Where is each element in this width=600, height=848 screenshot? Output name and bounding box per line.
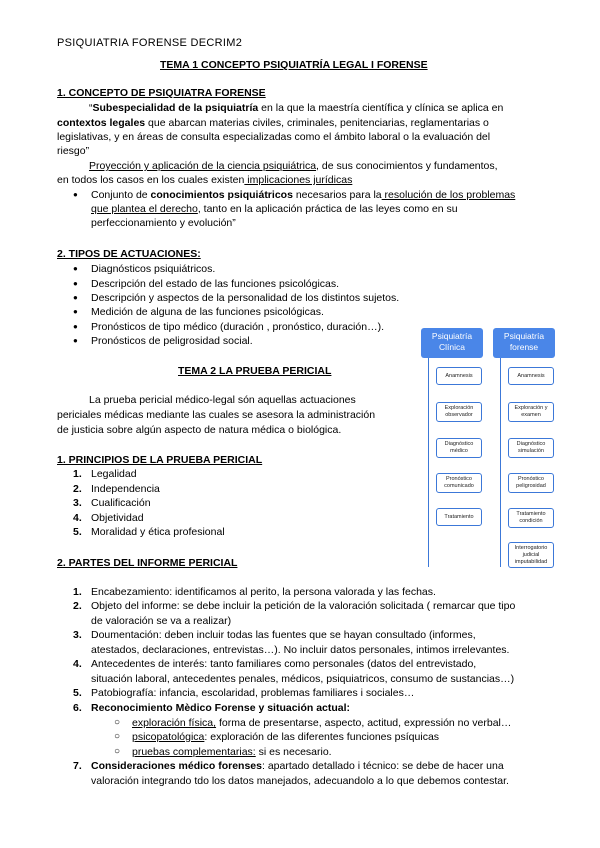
document-header: PSIQUIATRIA FORENSE DECRIM2 bbox=[57, 37, 243, 49]
principio-item: 3. Cualificación bbox=[73, 497, 151, 509]
principio-item: 4. Objetividad bbox=[73, 512, 144, 524]
partes-item: 7. Consideraciones médico forenses: apartado detallado i técnico: se debe de hacer una valoración integrando tdo los datos manejados, adecuandolo a lo que debemos contestar. bbox=[73, 760, 509, 787]
forense-step: Pronóstico peligrosidad bbox=[508, 473, 554, 493]
partes-item: 1. Encabezamiento: identificamos al perito, la persona valorada y las fechas. bbox=[73, 586, 436, 598]
tema2-para-line: periciales médicas mediante las cuales se asesora la administración bbox=[57, 409, 376, 421]
principio-item: 1. Legalidad bbox=[73, 468, 137, 480]
tema2-para-line: de justicia sobre algún aspecto de natura médica o biológica. bbox=[57, 424, 342, 436]
col-clinica-header: Psiquiatría Clínica bbox=[421, 328, 483, 358]
proyeccion-line-2: en todos los casos en los cuales existen implicaciones jurídicas bbox=[57, 174, 353, 186]
partes-item: 6. Reconocimiento Mèdico Forense y situación actual: bbox=[73, 702, 351, 714]
reconocimiento-subitem: ○ exploración física, forma de presentarse, aspecto, actitud, expressión no verbal… bbox=[114, 716, 511, 731]
section-concepto-heading: 1. CONCEPTO DE PSIQUIATRA FORENSE bbox=[57, 87, 266, 99]
connector-line bbox=[500, 358, 509, 567]
partes-item: 5. Patobiografía: infancia, escolaridad, problemas familiares i sociales… bbox=[73, 687, 415, 699]
clinica-step: Pronóstico comunicado bbox=[436, 473, 482, 493]
comparison-diagram bbox=[418, 326, 558, 572]
concepto-line-1: “Subespecialidad de la psiquiatría en la que la maestría científica y clínica se aplica en bbox=[89, 102, 504, 114]
connector-line bbox=[428, 358, 437, 567]
partes-item: 3. Doumentación: deben incluir todas las fuentes que se hayan consultado (informes, atestados, declaraciones, entrevistas…). No incluir datos personales, intimos irrelevantes. bbox=[73, 629, 510, 656]
tema2-title: TEMA 2 LA PRUEBA PERICIAL bbox=[178, 365, 332, 377]
section-partes-heading: 2. PARTES DEL INFORME PERICIAL bbox=[57, 557, 238, 569]
forense-step: Diagnóstico simulación bbox=[508, 438, 554, 458]
forense-step: Anamnesis bbox=[508, 367, 554, 385]
forense-step: Tratamiento condición bbox=[508, 508, 554, 528]
clinica-step: Exploración observador bbox=[436, 402, 482, 422]
section-principios-heading: 1. PRINCIPIOS DE LA PRUEBA PERICIAL bbox=[57, 454, 263, 466]
concepto-line-3: legislativas, y en áreas de consulta especializadas como el ámbito laboral o la evaluación del bbox=[57, 131, 491, 143]
clinica-step: Anamnesis bbox=[436, 367, 482, 385]
tema2-para-line: La prueba pericial médico-legal són aquellas actuaciones bbox=[89, 394, 356, 406]
principio-item: 5. Moralidad y ética profesional bbox=[73, 526, 225, 538]
forense-step: Interrogatorio judicial imputabilidad bbox=[508, 542, 554, 568]
partes-item: 4. Antecedentes de interés: tanto familiares como personales (datos del entrevistado, situación laboral, antecedentes penales, médicos, psiquiatricos, consumo de sustancias…) bbox=[73, 658, 515, 685]
tema1-title: TEMA 1 CONCEPTO PSIQUIATRÍA LEGAL I FORENSE bbox=[160, 59, 428, 71]
conjunto-line-3: perfeccionamiento y evolución” bbox=[91, 217, 236, 229]
clinica-step: Tratamiento bbox=[436, 508, 482, 526]
concepto-line-4: riesgo” bbox=[57, 145, 90, 157]
section-tipos-heading: 2. TIPOS DE ACTUACIONES: bbox=[57, 248, 201, 260]
concepto-line-2: contextos legales que abarcan materias civiles, criminales, penitenciarias, reglamentarias o bbox=[57, 117, 489, 129]
reconocimiento-subitem: ○ psicopatológica: exploración de las diferentes funciones psíquicas bbox=[114, 730, 439, 745]
proyeccion-line-1: Proyección y aplicación de la ciencia psiquiátrica, de sus conocimientos y fundamentos, bbox=[89, 160, 498, 172]
partes-item: 2. Objeto del informe: se debe incluir la petición de la valoración solicitada ( remarcar que tipo de valoración se va a realizar) bbox=[73, 600, 516, 627]
reconocimiento-subitem: ○ pruebas complementarias: si es necesario. bbox=[114, 745, 332, 760]
forense-step: Exploración y examen bbox=[508, 402, 554, 422]
clinica-step: Diagnóstico médico bbox=[436, 438, 482, 458]
conjunto-line-2: que plantea el derecho, tanto en la aplicación práctica de las leyes como en su bbox=[91, 203, 458, 215]
col-forense-header: Psiquiatría forense bbox=[493, 328, 555, 358]
principio-item: 2. Independencia bbox=[73, 483, 160, 495]
